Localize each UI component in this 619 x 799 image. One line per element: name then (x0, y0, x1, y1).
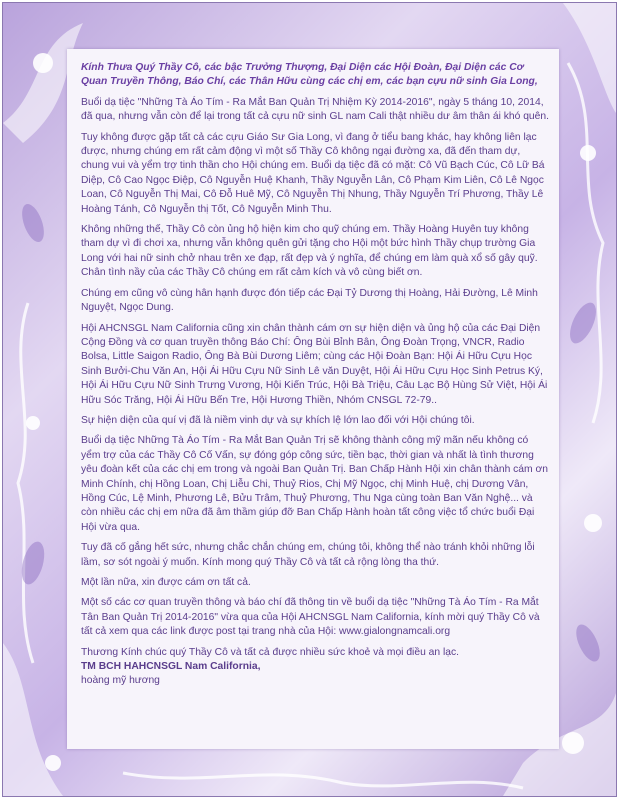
signature: TM BCH HAHCNSGL Nam California, (81, 661, 261, 673)
paragraph-5: Hội AHCNSGL Nam California cũng xin chân thành cám ơn sự hiện diện và ủng hộ của các Đại Diện Cộng Đồng và cơ quan truyền thông Báo Chí: Ông Bùi Bỉnh Bân, Ông Đoàn Trọng, VNCR, Radio Bolsa, Little Saigon Radio, Ông Bà Bùi Dương Liêm; cùng các Hội Đoàn Bạn: Hội Ái Hữu Cựu Học Sinh Bưởi-Chu Văn An, Hội Ái Hữu Cựu Nữ Sinh Lê văn Duyệt, Hội Ái Hữu Cựu Học Sinh Petrus Ký, Hội Ái Hữu Cựu Nữ Sinh Trưng Vương, Hội Kiến Trúc, Hội Bà Triệu, Câu Lạc Bộ Hùng Sử Việt, Hội Ái Hữu Sóc Trăng, Hội Ái Hữu Bến Tre, Hội Hương Thiền, Nhóm CNSGL 72-79.. (81, 322, 548, 406)
paragraph-6: Sự hiện diện của quí vị đã là niềm vinh dự và sự khích lệ lớn lao đối với Hội chúng tôi. (81, 414, 475, 426)
paragraph-4: Chúng em cũng vô cùng hân hạnh được đón tiếp các Đại Tỷ Dương thị Hoàng, Hải Đường, Lê Minh Nguyệt, Ngọc Dung. (81, 287, 538, 314)
paragraph-9: Một lần nữa, xin được cám ơn tất cả. (81, 577, 251, 588)
paragraph-1: Buổi dạ tiệc "Những Tà Áo Tím - Ra Mắt Ban Quản Trị Nhiệm Kỳ 2014-2016", ngày 5 tháng 10, 2014, đã qua, nhưng vẫn còn để lại trong tất cả cựu nữ sinh GL nam Cali thật nhiều dư âm thân ái khó quên. (81, 96, 549, 123)
paragraph-2: Tuy không được gặp tất cả các cựu Giáo Sư Gia Long, vì đang ở tiểu bang khác, hay không liên lạc được, nhưng chúng em rất cảm động vì một số Thầy Cô không ngại đường xa, đã đến tham dự, chung vui và yểm trợ tinh thần cho Hội chúng em. Buổi dạ tiệc đã có mặt: Cô Vũ Bạch Cúc, Cô Lữ Bá Diệp, Cô Cao Ngọc Điệp, Cô Nguyễn Huệ Khanh, Thầy Nguyễn Lân, Cô Phạm Kim Liên, Cô Lê Ngọc Loan, Cô Nguyễn Thị Mai, Cô Đỗ Huê Mỹ, Cô Nguyễn Thị Nhung, Thầy Nguyễn Trí Phương, Thầy Lê Hoàng Tánh, Cô Nguyễn thị Tốt, Cô Nguyễn Minh Thu. (81, 131, 545, 215)
paragraph-10: Một số các cơ quan truyền thông và báo chí đã thông tin về buổi dạ tiệc "Những Tà Áo Tím - Ra Mắt Tân Ban Quản Trị 2014-2016" vừa qua của Hội AHCNSGL Nam California, kính mời quý Thầy Cô và tất cả xem qua các link được post tại trang nhà của Hội: www.gialongnamcali.org (81, 597, 540, 638)
author-name: hoàng mỹ hương (81, 675, 160, 687)
letter-page (67, 49, 559, 749)
paragraph-8: Tuy đã cố gắng hết sức, nhưng chắc chắn chúng em, chúng tôi, không thể nào tránh khỏi những lỗi lầm, sơ sót ngoài ý muốn. Kính mong quý Thầy Cô và tất cả rộng lòng tha thứ. (81, 542, 535, 568)
paragraph-7: Buổi dạ tiệc Những Tà Áo Tím - Ra Mắt Ban Quản Trị sẽ không thành công mỹ mãn nếu không có yểm trợ của các Thầy Cô Cố Vấn, sự đóng góp công sức, tiền bạc, thời gian và nhất là tình thương yêu đoàn kết của các chị em trong và ngoài Ban Quản Trị. Ban Chấp Hành Hội xin chân thành cám ơn Minh Chính, chị Hồng Loan, Chị Liễu Chi, Thuỷ Rios, Chị Mỹ Ngọc, chị Minh Huệ, chị Dương Vân, Hồng Cúc, Lệ Minh, Phương Lê, Bửu Trâm, Thuỷ Phương, Thu Nga cùng toàn Ban Văn Nghệ... và còn nhiều các chị em nữa đã âm thầm giúp đỡ Ban Chấp Hành hoàn tất công việc tổ chức buổi Đại Hội vừa qua. (81, 435, 548, 533)
decorative-frame (2, 2, 617, 797)
closing-wish: Thương Kính chúc quý Thầy Cô và tất cả được nhiều sức khoẻ và mọi điều an lạc. (81, 646, 459, 658)
letter-greeting: Kính Thưa Quý Thầy Cô, các bậc Trưởng Thượng, Đại Diện các Hội Đoàn, Đại Diện các Cơ Quan Truyền Thông, Báo Chí, các Thân Hữu cùng các chị em, các bạn cựu nữ sinh Gia Long, (81, 62, 538, 88)
paragraph-3: Không những thế, Thầy Cô còn ủng hộ hiện kim cho quỹ chúng em. Thầy Hoàng Huyên tuy không tham dự vì đi chơi xa, nhưng vẫn không quên gửi tặng cho Hội một bức hình Thầy chụp trường Gia Long với hai nữ sinh chở nhau trên xe đạp, rất đẹp và ý nghĩa, để chúng em làm quà xổ số gây quỹ. Chân tình nầy của các Thầy Cô chúng em rất cảm kích và vô cùng biết ơn. (81, 224, 538, 279)
